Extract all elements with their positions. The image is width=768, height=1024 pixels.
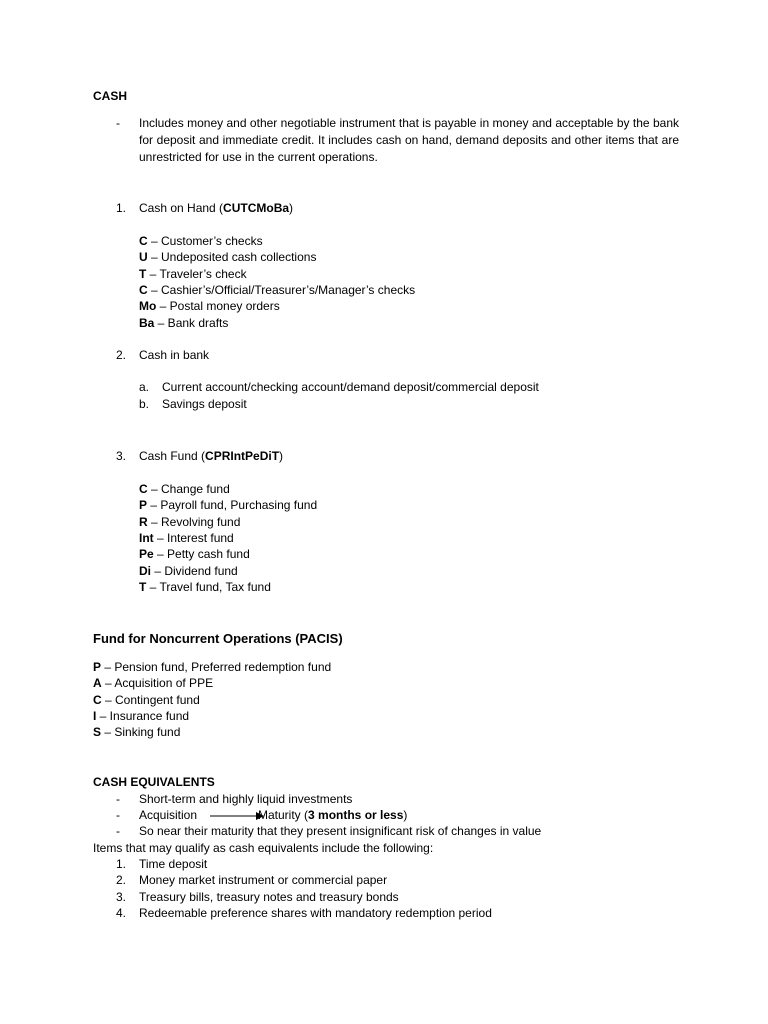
item-key: I — [93, 708, 97, 723]
list-item — [93, 692, 200, 708]
list-item — [93, 708, 189, 724]
item-text: – Insurance fund — [96, 708, 190, 723]
item-key: Pe — [139, 547, 154, 562]
ce-bullet-2-maturity: Maturity (3 months or less) — [258, 808, 408, 822]
mnemonic: CUTCMoBa — [223, 201, 290, 215]
page-heading-cash: CASH — [93, 89, 128, 103]
section-number: 2. — [116, 348, 127, 362]
list-item — [139, 249, 316, 265]
item-key: T — [139, 266, 147, 281]
item-key: C — [93, 692, 102, 707]
item-text: – Sinking fund — [101, 725, 181, 740]
item-text: – Customer’s checks — [147, 234, 263, 248]
cash-equivalents-heading: CASH EQUIVALENTS — [93, 775, 215, 789]
list-item — [139, 315, 228, 331]
ce-bullet-3: So near their maturity that they present insignificant risk of changes in value — [139, 824, 542, 838]
item-key: C — [139, 482, 148, 496]
item-key: Ba — [139, 315, 155, 330]
list-item — [139, 579, 271, 595]
item-key: T — [139, 579, 147, 594]
item-key: C — [139, 282, 148, 297]
intro-bullet: - — [116, 116, 120, 130]
list-item: Redeemable preference shares with mandatory redemption period — [139, 905, 492, 920]
list-item — [139, 233, 263, 249]
list-item — [139, 266, 247, 282]
bullet-dash: - — [116, 824, 120, 838]
list-item — [139, 282, 415, 298]
bullet-dash: - — [116, 792, 120, 806]
ce-items-intro: Items that may qualify as cash equivalents include the following: — [93, 841, 434, 855]
item-text: – Traveler’s check — [146, 266, 247, 281]
item-key: U — [139, 250, 148, 265]
list-item — [93, 659, 331, 675]
item-key: P — [93, 660, 102, 674]
list-item — [139, 497, 317, 513]
item-text: – Postal money orders — [156, 299, 280, 314]
item-text: – Interest fund — [153, 530, 234, 545]
intro-paragraph: Includes money and other negotiable instrument that is payable in money and acceptable by the bank for deposit and immediate credit. It includes cash on hand, demand deposits and other items that are unrestricted for use in the current operations. — [139, 116, 679, 164]
list-item — [139, 546, 250, 562]
section-title-cash-on-hand: Cash on Hand (CUTCMoBa) — [139, 201, 294, 215]
list-item: Savings deposit — [162, 397, 247, 411]
section-title-cash-in-bank: Cash in bank — [139, 348, 210, 362]
item-text: – Bank drafts — [154, 315, 229, 330]
item-text: – Change fund — [147, 482, 230, 496]
list-item: Money market instrument or commercial paper — [139, 873, 388, 888]
maturity-period: 3 months or less — [308, 808, 404, 822]
item-key: Di — [139, 563, 151, 578]
list-item — [139, 563, 238, 579]
list-number: 1. — [116, 857, 127, 871]
arrow-right-icon — [210, 811, 264, 821]
item-key: Int — [139, 530, 154, 545]
list-item — [139, 530, 234, 546]
list-item — [139, 298, 280, 314]
noncurrent-heading: Fund for Noncurrent Operations (PACIS) — [93, 631, 343, 646]
list-item — [139, 514, 240, 530]
list-number: 3. — [116, 889, 127, 904]
list-item — [93, 675, 213, 691]
item-text: – Revolving fund — [147, 514, 241, 529]
section-number: 1. — [116, 201, 127, 215]
item-text: – Acquisition of PPE — [101, 676, 214, 691]
list-number: 4. — [116, 905, 127, 920]
list-item: Treasury bills, treasury notes and treasury bonds — [139, 889, 399, 904]
list-item: Current account/checking account/demand deposit/commercial deposit — [162, 380, 539, 394]
mnemonic: CPRIntPeDiT — [205, 449, 280, 463]
item-key: S — [93, 725, 102, 740]
list-item — [139, 481, 230, 497]
ce-bullet-1: Short-term and highly liquid investments — [139, 792, 353, 806]
list-letter: a. — [139, 380, 150, 394]
item-text: – Dividend fund — [151, 563, 238, 578]
list-item — [93, 724, 180, 740]
ce-bullet-2-acquisition: Acquisition — [139, 808, 198, 822]
bullet-dash: - — [116, 808, 120, 822]
section-title-cash-fund: Cash Fund (CPRIntPeDiT) — [139, 449, 284, 463]
item-key: C — [139, 234, 148, 248]
list-letter: b. — [139, 397, 150, 411]
section-number: 3. — [116, 449, 127, 463]
item-text: – Pension fund, Preferred redemption fund — [101, 660, 332, 674]
item-text: – Contingent fund — [101, 692, 200, 707]
item-text: – Travel fund, Tax fund — [146, 579, 271, 594]
item-text: – Payroll fund, Purchasing fund — [147, 498, 318, 513]
item-text: – Cashier’s/Official/Treasurer’s/Manager’s checks — [147, 282, 416, 297]
item-key: R — [139, 514, 148, 529]
list-item: Time deposit — [139, 857, 208, 871]
item-key: P — [139, 498, 148, 513]
list-number: 2. — [116, 873, 127, 888]
item-text: – Undeposited cash collections — [147, 250, 317, 265]
item-text: – Petty cash fund — [153, 547, 250, 562]
item-key: Mo — [139, 299, 157, 314]
item-key: A — [93, 676, 102, 691]
